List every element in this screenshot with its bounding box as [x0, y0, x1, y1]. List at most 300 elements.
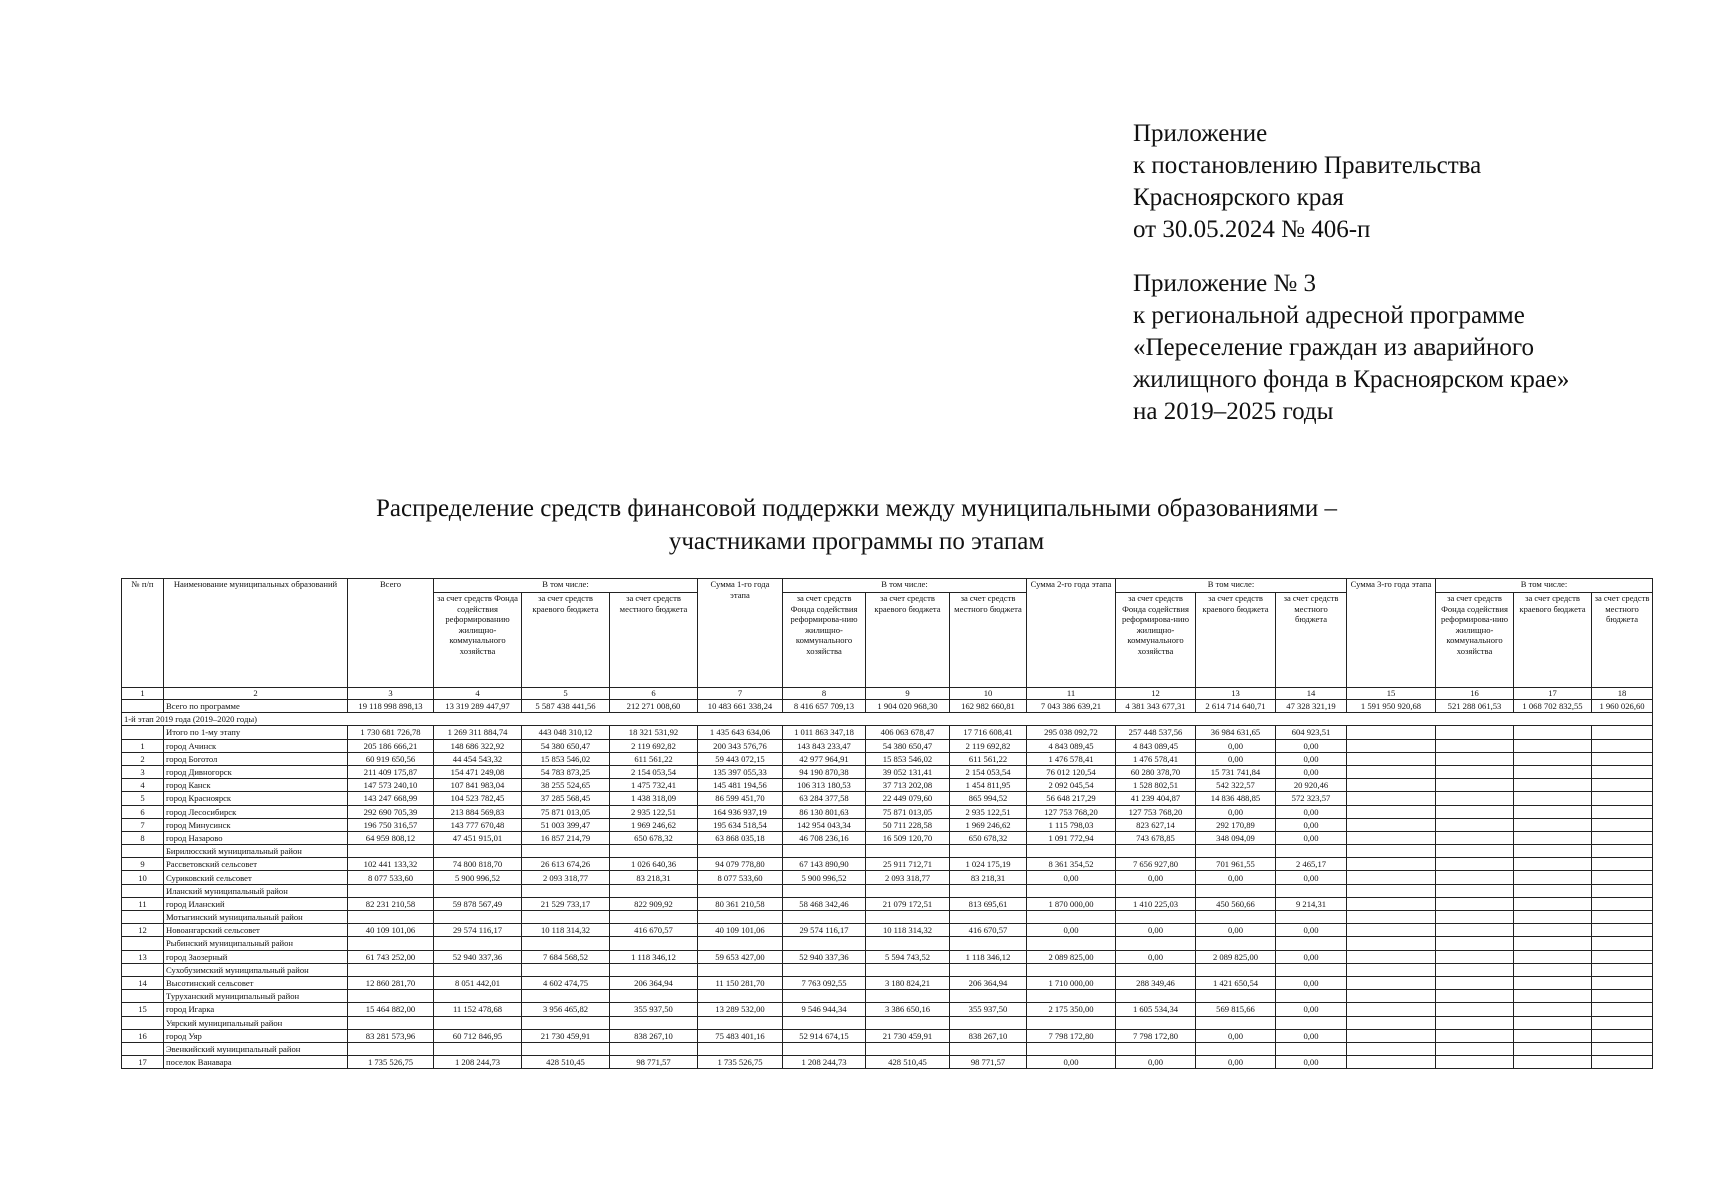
table-cell — [783, 963, 866, 976]
table-cell: 86 599 451,70 — [698, 792, 783, 805]
table-cell — [1027, 884, 1116, 897]
header-line: Приложение — [1133, 120, 1268, 147]
table-row — [122, 765, 1653, 778]
table-cell: 1 528 802,51 — [1116, 779, 1196, 792]
table-cell: 212 271 008,60 — [610, 700, 698, 713]
table-cell: 13 319 289 447,97 — [434, 700, 522, 713]
table-cell — [434, 937, 522, 950]
table-cell: 4 381 343 677,31 — [1116, 700, 1196, 713]
table-cell: 1 960 026,60 — [1592, 700, 1653, 713]
table-cell — [1592, 990, 1653, 1003]
table-cell — [783, 884, 866, 897]
table-cell: 1 410 225,03 — [1116, 897, 1196, 910]
table-cell: 0,00 — [1027, 924, 1116, 937]
table-cell — [434, 911, 522, 924]
table-cell: Высотинский сельсовет — [164, 976, 348, 989]
table-cell — [698, 963, 783, 976]
table-cell — [1347, 976, 1436, 989]
table-cell — [1592, 818, 1653, 831]
table-cell: 11 150 281,70 — [698, 976, 783, 989]
table-cell: 164 936 937,19 — [698, 805, 783, 818]
table-cell: 143 247 668,99 — [348, 792, 434, 805]
table-cell — [522, 963, 610, 976]
table-cell: 1 476 578,41 — [1027, 752, 1116, 765]
header-fund: за счет средств Фонда содействия реформирова-нию жилищно-коммунального хозяйства — [783, 593, 866, 688]
table-cell: 2 093 318,77 — [522, 871, 610, 884]
table-cell — [1116, 963, 1196, 976]
table-cell: 64 959 808,12 — [348, 831, 434, 844]
table-cell: 54 783 873,25 — [522, 765, 610, 778]
table-cell — [1592, 1016, 1653, 1029]
table-cell — [610, 1042, 698, 1055]
table-cell: 1 068 702 832,55 — [1514, 700, 1592, 713]
table-cell — [1347, 858, 1436, 871]
table-cell: 292 170,89 — [1196, 818, 1276, 831]
table-cell — [1347, 739, 1436, 752]
table-cell: 1 208 244,73 — [783, 1056, 866, 1069]
table-cell — [1436, 726, 1514, 739]
table-cell: 18 321 531,92 — [610, 726, 698, 739]
table-cell — [1027, 845, 1116, 858]
header-fund: за счет средств Фонда содействия реформирова-нию жилищно-коммунального хозяйства — [1436, 593, 1514, 688]
table-cell: 145 481 194,56 — [698, 779, 783, 792]
table-cell: 7 684 568,52 — [522, 950, 610, 963]
table-cell: 16 509 120,70 — [866, 831, 950, 844]
table-cell: 54 380 650,47 — [866, 739, 950, 752]
table-cell — [522, 845, 610, 858]
table-cell — [1347, 792, 1436, 805]
table-cell: 0,00 — [1276, 818, 1347, 831]
table-cell — [1514, 1029, 1592, 1042]
header-kray: за счет средств краевого бюджета — [1514, 593, 1592, 688]
table-cell: 14 — [122, 976, 164, 989]
table-cell: 1 115 798,03 — [1027, 818, 1116, 831]
table-cell — [1514, 858, 1592, 871]
table-cell: 1 208 244,73 — [434, 1056, 522, 1069]
table-cell: 56 648 217,29 — [1027, 792, 1116, 805]
table-cell — [122, 726, 164, 739]
district-name: Мотыгинский муниципальный район — [164, 911, 348, 924]
table-cell: 650 678,32 — [610, 831, 698, 844]
column-number: 6 — [610, 688, 698, 700]
table-cell — [1196, 845, 1276, 858]
column-number: 8 — [783, 688, 866, 700]
table-cell: город Игарка — [164, 1003, 348, 1016]
table-cell — [1514, 818, 1592, 831]
table-cell: 25 911 712,71 — [866, 858, 950, 871]
header-line: на 2019–2025 годы — [1133, 398, 1334, 425]
table-cell — [348, 911, 434, 924]
table-cell: 16 — [122, 1029, 164, 1042]
district-row — [122, 884, 1653, 897]
table-cell: 11 152 478,68 — [434, 1003, 522, 1016]
table-cell: 7 656 927,80 — [1116, 858, 1196, 871]
table-cell — [122, 911, 164, 924]
table-cell: 40 109 101,06 — [348, 924, 434, 937]
table-cell: 37 713 202,08 — [866, 779, 950, 792]
table-cell: 213 884 569,83 — [434, 805, 522, 818]
header-kray: за счет средств краевого бюджета — [1196, 593, 1276, 688]
header-kray: за счет средств краевого бюджета — [866, 593, 950, 688]
table-cell — [1436, 845, 1514, 858]
table-cell: 1 118 346,12 — [950, 950, 1027, 963]
table-cell: 15 853 546,02 — [866, 752, 950, 765]
table-cell: 450 560,66 — [1196, 897, 1276, 910]
table-cell: 195 634 518,54 — [698, 818, 783, 831]
table-cell — [1347, 950, 1436, 963]
table-cell: 813 695,61 — [950, 897, 1027, 910]
table-cell: 288 349,46 — [1116, 976, 1196, 989]
table-row — [122, 831, 1653, 844]
table-cell: 13 289 532,00 — [698, 1003, 783, 1016]
table-cell: 40 109 101,06 — [698, 924, 783, 937]
header-total: Всего — [348, 579, 434, 688]
table-cell — [950, 963, 1027, 976]
table-cell — [698, 937, 783, 950]
table-cell — [1276, 1016, 1347, 1029]
table-cell: 98 771,57 — [950, 1056, 1027, 1069]
district-row — [122, 937, 1653, 950]
header-local: за счет средств местного бюджета — [1592, 593, 1653, 688]
table-cell — [698, 884, 783, 897]
table-cell — [1347, 845, 1436, 858]
table-cell — [1436, 831, 1514, 844]
table-cell — [522, 1042, 610, 1055]
table-cell: 2 465,17 — [1276, 858, 1347, 871]
table-cell — [1592, 963, 1653, 976]
table-cell — [1514, 911, 1592, 924]
table-cell: 75 871 013,05 — [866, 805, 950, 818]
table-cell: 148 686 322,92 — [434, 739, 522, 752]
table-row — [122, 752, 1653, 765]
table-cell — [1592, 924, 1653, 937]
table-cell — [1514, 1016, 1592, 1029]
district-row — [122, 845, 1653, 858]
table-cell: 0,00 — [1116, 950, 1196, 963]
table-cell — [1116, 990, 1196, 1003]
table-cell: 20 920,46 — [1276, 779, 1347, 792]
table-cell — [1592, 726, 1653, 739]
table-cell — [1347, 937, 1436, 950]
table-cell — [1514, 752, 1592, 765]
header-local: за счет средств местного бюджета — [950, 593, 1027, 688]
column-number: 16 — [1436, 688, 1514, 700]
table-cell: 211 409 175,87 — [348, 765, 434, 778]
header-line: «Переселение граждан из аварийного — [1133, 334, 1535, 361]
table-cell — [1347, 752, 1436, 765]
table-cell: 0,00 — [1196, 805, 1276, 818]
table-cell: 0,00 — [1276, 831, 1347, 844]
table-cell: 0,00 — [1276, 1029, 1347, 1042]
table-cell — [1276, 845, 1347, 858]
table-cell: 75 871 013,05 — [522, 805, 610, 818]
table-row — [122, 805, 1653, 818]
table-cell — [1592, 1003, 1653, 1016]
table-cell — [1592, 1042, 1653, 1055]
grand-total-row — [122, 700, 1653, 713]
table-cell: 8 077 533,60 — [348, 871, 434, 884]
table-cell: 37 285 568,45 — [522, 792, 610, 805]
table-cell — [698, 1042, 783, 1055]
table-cell — [1347, 805, 1436, 818]
table-cell — [1347, 1003, 1436, 1016]
table-cell: 80 361 210,58 — [698, 897, 783, 910]
table-cell — [1436, 1029, 1514, 1042]
table-cell: 1 969 246,62 — [610, 818, 698, 831]
table-cell — [1514, 963, 1592, 976]
header-incl: В том числе: — [1436, 579, 1653, 593]
table-cell — [698, 911, 783, 924]
table-cell — [1116, 884, 1196, 897]
header-sum3: Сумма 3-го года этапа — [1347, 579, 1436, 688]
column-number: 5 — [522, 688, 610, 700]
header-line: Красноярского края — [1133, 184, 1344, 211]
table-cell — [783, 845, 866, 858]
table-cell — [122, 937, 164, 950]
table-cell: 0,00 — [1196, 752, 1276, 765]
table-cell — [1592, 1029, 1653, 1042]
table-cell — [1514, 1056, 1592, 1069]
table-cell — [610, 911, 698, 924]
table-cell: 15 464 882,00 — [348, 1003, 434, 1016]
column-number: 15 — [1347, 688, 1436, 700]
table-cell — [866, 884, 950, 897]
table-cell: 127 753 768,20 — [1116, 805, 1196, 818]
table-cell: 823 627,14 — [1116, 818, 1196, 831]
table-cell — [1196, 1016, 1276, 1029]
table-cell — [1347, 911, 1436, 924]
district-row — [122, 911, 1653, 924]
table-cell — [1436, 871, 1514, 884]
table-cell: 3 — [122, 765, 164, 778]
table-cell — [1347, 871, 1436, 884]
table-cell: 8 051 442,01 — [434, 976, 522, 989]
table-cell — [1027, 911, 1116, 924]
table-cell: 865 994,52 — [950, 792, 1027, 805]
table-cell — [1436, 963, 1514, 976]
table-cell: 2 093 318,77 — [866, 871, 950, 884]
table-cell — [1436, 858, 1514, 871]
distribution-table-wrap — [121, 578, 1650, 1069]
table-cell: 292 690 705,39 — [348, 805, 434, 818]
table-cell: 428 510,45 — [522, 1056, 610, 1069]
table-cell: 8 077 533,60 — [698, 871, 783, 884]
table-cell: 822 909,92 — [610, 897, 698, 910]
table-cell: 1 269 311 884,74 — [434, 726, 522, 739]
table-cell — [1276, 884, 1347, 897]
table-cell: 4 — [122, 779, 164, 792]
table-cell — [1347, 897, 1436, 910]
table-cell — [348, 963, 434, 976]
table-cell — [1592, 792, 1653, 805]
title-line: участниками программы по этапам — [668, 528, 1045, 555]
table-cell: 0,00 — [1196, 739, 1276, 752]
district-name: Иланский муниципальный район — [164, 884, 348, 897]
table-cell — [1436, 739, 1514, 752]
table-cell — [1196, 884, 1276, 897]
table-cell: 2 614 714 640,71 — [1196, 700, 1276, 713]
table-cell: 26 613 674,26 — [522, 858, 610, 871]
header-local: за счет средств местного бюджета — [610, 593, 698, 688]
table-cell — [1347, 1056, 1436, 1069]
table-cell: 416 670,57 — [950, 924, 1027, 937]
column-number: 7 — [698, 688, 783, 700]
table-cell — [950, 937, 1027, 950]
table-cell — [1436, 792, 1514, 805]
table-body — [122, 700, 1653, 1069]
table-cell — [1347, 884, 1436, 897]
table-cell: 14 836 488,85 — [1196, 792, 1276, 805]
header-sum2: Сумма 2-го года этапа — [1027, 579, 1116, 688]
table-cell: 3 180 824,21 — [866, 976, 950, 989]
table-cell — [1592, 805, 1653, 818]
table-cell — [1436, 1056, 1514, 1069]
table-cell — [1196, 990, 1276, 1003]
table-cell — [1116, 911, 1196, 924]
table-cell — [1347, 990, 1436, 1003]
table-cell: 63 284 377,58 — [783, 792, 866, 805]
table-cell: 1 591 950 920,68 — [1347, 700, 1436, 713]
table-cell — [1592, 831, 1653, 844]
table-cell — [1027, 963, 1116, 976]
table-cell — [1436, 1042, 1514, 1055]
table-cell — [1436, 752, 1514, 765]
table-cell: 15 853 546,02 — [522, 752, 610, 765]
table-cell: 406 063 678,47 — [866, 726, 950, 739]
table-cell — [522, 990, 610, 1003]
table-cell: 21 730 459,91 — [866, 1029, 950, 1042]
table-cell: 63 868 035,18 — [698, 831, 783, 844]
table-cell: 46 708 236,16 — [783, 831, 866, 844]
table-cell — [1514, 845, 1592, 858]
table-cell — [1347, 924, 1436, 937]
table-cell: 1 710 000,00 — [1027, 976, 1116, 989]
table-cell — [783, 990, 866, 1003]
table-cell: 8 361 354,52 — [1027, 858, 1116, 871]
table-cell: 1 026 640,36 — [610, 858, 698, 871]
table-cell: 0,00 — [1276, 976, 1347, 989]
header-line: Приложение № 3 — [1133, 270, 1317, 297]
table-cell — [1592, 858, 1653, 871]
table-row — [122, 726, 1653, 739]
table-cell: 86 130 801,63 — [783, 805, 866, 818]
header-line: к региональной адресной программе — [1133, 302, 1525, 329]
table-cell: 7 043 386 639,21 — [1027, 700, 1116, 713]
table-cell: 348 094,09 — [1196, 831, 1276, 844]
table-cell — [522, 937, 610, 950]
table-cell: 52 940 337,36 — [783, 950, 866, 963]
table-cell — [1514, 805, 1592, 818]
document-header — [1133, 118, 1693, 428]
table-cell — [610, 884, 698, 897]
table-cell: поселок Ванавара — [164, 1056, 348, 1069]
table-cell — [1514, 1042, 1592, 1055]
table-cell — [1276, 963, 1347, 976]
table-cell: 143 777 670,48 — [434, 818, 522, 831]
table-cell: 147 573 240,10 — [348, 779, 434, 792]
table-cell: 2 089 825,00 — [1196, 950, 1276, 963]
table-cell: 60 280 378,70 — [1116, 765, 1196, 778]
district-name: Уярский муниципальный район — [164, 1016, 348, 1029]
table-cell — [866, 845, 950, 858]
table-cell: 2 154 053,54 — [950, 765, 1027, 778]
table-cell: 1 969 246,62 — [950, 818, 1027, 831]
table-cell: 200 343 576,76 — [698, 739, 783, 752]
table-cell — [1514, 871, 1592, 884]
table-cell — [866, 937, 950, 950]
table-cell: 5 594 743,52 — [866, 950, 950, 963]
table-cell — [1436, 950, 1514, 963]
table-cell: город Красноярск — [164, 792, 348, 805]
table-cell: 2 — [122, 752, 164, 765]
table-cell: 83 218,31 — [950, 871, 1027, 884]
table-cell: 98 771,57 — [610, 1056, 698, 1069]
table-cell — [783, 1016, 866, 1029]
table-cell: 355 937,50 — [950, 1003, 1027, 1016]
table-cell: 2 154 053,54 — [610, 765, 698, 778]
table-cell — [1514, 1003, 1592, 1016]
table-cell — [434, 1042, 522, 1055]
table-cell — [1436, 1003, 1514, 1016]
table-cell: 0,00 — [1196, 924, 1276, 937]
table-cell: город Иланский — [164, 897, 348, 910]
column-number: 10 — [950, 688, 1027, 700]
table-cell — [348, 845, 434, 858]
table-cell: город Канск — [164, 779, 348, 792]
table-cell: 569 815,66 — [1196, 1003, 1276, 1016]
table-cell — [1276, 990, 1347, 1003]
table-cell: 4 843 089,45 — [1027, 739, 1116, 752]
table-cell: 12 — [122, 924, 164, 937]
table-cell — [122, 884, 164, 897]
table-cell — [1436, 911, 1514, 924]
header-line: от 30.05.2024 № 406-п — [1133, 216, 1371, 243]
column-number: 17 — [1514, 688, 1592, 700]
table-cell: 7 763 092,55 — [783, 976, 866, 989]
table-cell: город Дивногорск — [164, 765, 348, 778]
table-cell — [866, 911, 950, 924]
table-cell: 604 923,51 — [1276, 726, 1347, 739]
table-cell: 44 454 543,32 — [434, 752, 522, 765]
table-cell — [1514, 897, 1592, 910]
column-number: 2 — [164, 688, 348, 700]
table-cell — [1436, 765, 1514, 778]
table-cell: Всего по программе — [164, 700, 348, 713]
table-cell — [866, 990, 950, 1003]
column-number: 12 — [1116, 688, 1196, 700]
table-row — [122, 739, 1653, 752]
table-cell: 1 454 811,95 — [950, 779, 1027, 792]
table-cell — [1436, 990, 1514, 1003]
table-cell — [1514, 976, 1592, 989]
document-title — [0, 492, 1713, 558]
table-cell: Итого по 1-му этапу — [164, 726, 348, 739]
table-cell — [122, 990, 164, 1003]
table-cell — [1027, 1042, 1116, 1055]
table-cell — [1592, 739, 1653, 752]
header-kray: за счет средств краевого бюджета — [522, 593, 610, 688]
table-cell — [1514, 779, 1592, 792]
table-cell — [1347, 1042, 1436, 1055]
table-cell: 1 735 526,75 — [348, 1056, 434, 1069]
table-cell — [122, 845, 164, 858]
table-row — [122, 897, 1653, 910]
table-cell: 52 940 337,36 — [434, 950, 522, 963]
table-cell: Рассветовский сельсовет — [164, 858, 348, 871]
table-cell — [950, 884, 1027, 897]
header-line: жилищного фонда в Красноярском крае» — [1133, 366, 1570, 393]
table-cell: 76 012 120,54 — [1027, 765, 1116, 778]
